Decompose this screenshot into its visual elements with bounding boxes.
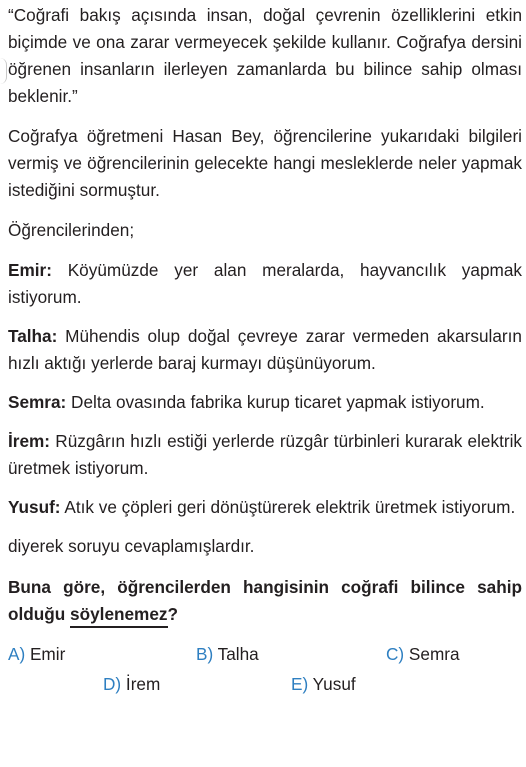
outro-line: diyerek soruyu cevaplamışlardır. — [8, 536, 255, 556]
question-stem — [8, 574, 522, 628]
student-answer-talha — [8, 323, 522, 377]
answer-text: Rüzgârın hızlı estiği yerlerde rüzgâr türbinleri kurarak elektrik üretmek istiyorum. — [8, 431, 522, 478]
option-text: Yusuf — [308, 674, 356, 694]
question-suffix: ? — [167, 604, 178, 624]
option-letter: C) — [386, 644, 405, 664]
context-paragraph: Coğrafya öğretmeni Hasan Bey, öğrencilerine yukarıdaki bilgileri vermiş ve öğrencilerinin gelecekte hangi mesleklerde neler yapmak istediğini sormuştur. — [8, 126, 522, 200]
option-letter: E) — [291, 674, 309, 694]
answer-options — [8, 644, 522, 704]
student-answer-yusuf — [8, 494, 522, 521]
option-letter: B) — [196, 644, 214, 664]
option-a[interactable] — [8, 644, 65, 665]
option-text: Semra — [404, 644, 460, 664]
page-edge-mark — [0, 58, 7, 84]
student-answer-irem — [8, 428, 522, 482]
option-e[interactable] — [291, 674, 356, 695]
option-text: Talha — [213, 644, 259, 664]
answer-text: Atık ve çöpleri geri dönüştürerek elektrik üretmek istiyorum. — [60, 497, 516, 517]
student-answer-semra — [8, 389, 522, 416]
option-letter: D) — [103, 674, 122, 694]
speaker-name: Emir: — [8, 260, 52, 280]
question-prefix: Buna göre, öğrencilerden hangisinin coğrafi bilince sahip olduğu — [8, 577, 522, 624]
speaker-name: Yusuf: — [8, 497, 61, 517]
answer-text: Köyümüzde yer alan meralarda, hayvancılık yapmak istiyorum. — [8, 260, 522, 307]
option-c[interactable] — [386, 644, 460, 665]
speaker-name: Semra: — [8, 392, 67, 412]
speaker-name: Talha: — [8, 326, 58, 346]
option-text: İrem — [121, 674, 161, 694]
question-emphasis: söylenemez — [70, 603, 167, 628]
student-answer-emir — [8, 257, 522, 311]
intro-line: Öğrencilerinden; — [8, 220, 135, 240]
option-letter: A) — [8, 644, 26, 664]
answer-text: Delta ovasında fabrika kurup ticaret yapmak istiyorum. — [66, 392, 485, 412]
option-d[interactable] — [103, 674, 160, 695]
question-page — [8, 2, 522, 704]
quote-paragraph: “Coğrafi bakış açısında insan, doğal çevrenin özelliklerini etkin biçimde ve ona zarar vermeyecek şekilde kullanır. Coğrafya dersini öğrenen insanların ilerleyen zamanlarda bu bilince sahip olması beklenir.” — [8, 5, 522, 106]
speaker-name: İrem: — [8, 431, 51, 451]
option-b[interactable] — [196, 644, 259, 665]
answer-text: Mühendis olup doğal çevreye zarar vermeden akarsuların hızlı aktığı yerlerde baraj kurmayı düşünüyorum. — [8, 326, 522, 373]
option-text: Emir — [25, 644, 66, 664]
